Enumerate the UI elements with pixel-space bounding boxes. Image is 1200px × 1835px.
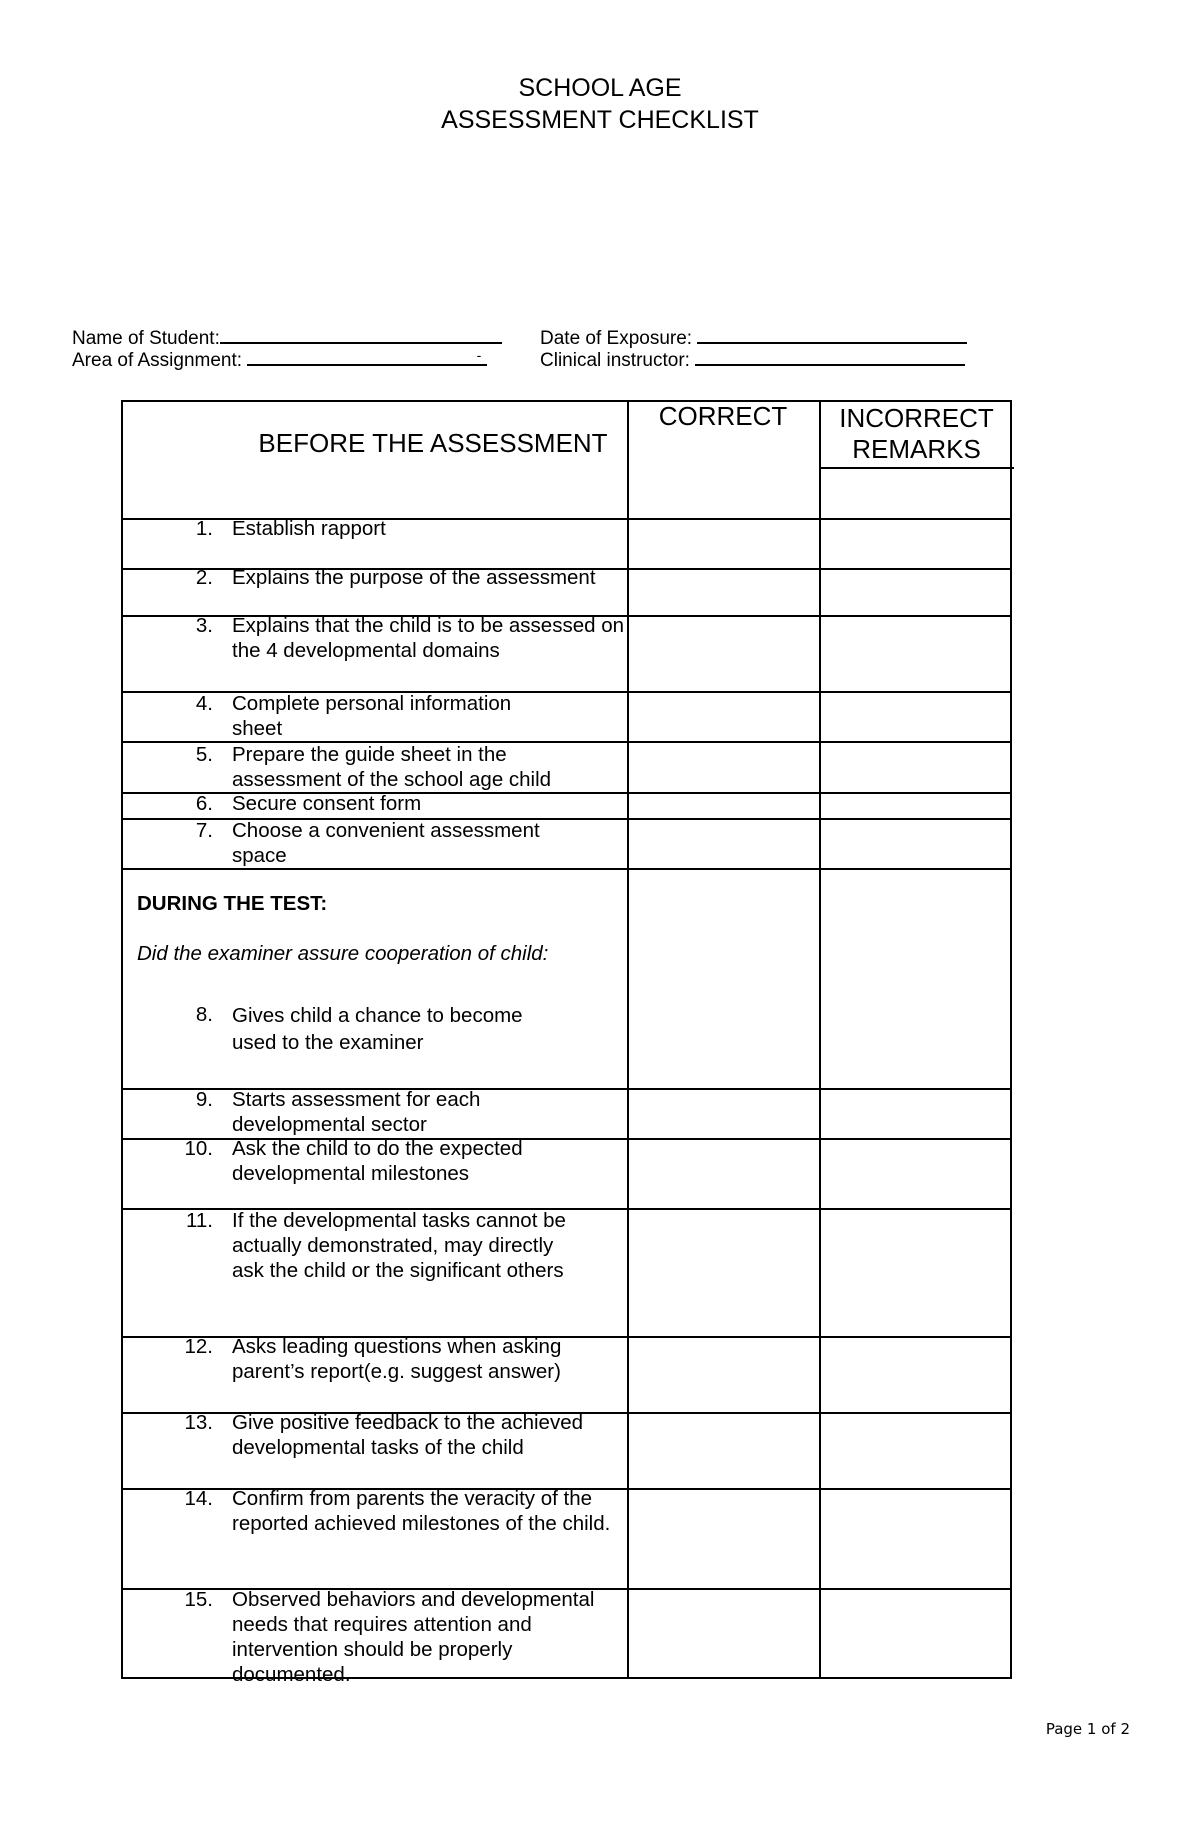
item-text: Establish rapport	[232, 517, 386, 540]
assessment-table	[121, 400, 1012, 1686]
item-number: 13.	[184, 1411, 213, 1434]
item-number: 2.	[195, 566, 213, 589]
item-number: 3.	[195, 614, 213, 637]
item-number: 15.	[184, 1588, 213, 1611]
item-number: 10.	[184, 1137, 213, 1160]
exposure-date-label: Date of Exposure:	[540, 328, 693, 349]
header-incorrect	[819, 403, 1014, 465]
item-text: Ask the child to do the expected developmental milestones	[232, 1137, 523, 1185]
item-number: 12.	[184, 1335, 213, 1358]
header-before-assessment: BEFORE THE ASSESSMENT	[258, 428, 608, 458]
row-divider	[123, 868, 1010, 870]
item-text: Explains that the child is to be assessed on the 4 developmental domains	[232, 614, 625, 662]
item-number: 8.	[195, 1003, 213, 1026]
item-number: 7.	[195, 819, 213, 842]
student-name-blank[interactable]	[220, 326, 502, 344]
item-text: Secure consent form	[232, 792, 422, 815]
exposure-date-blank[interactable]	[697, 326, 967, 344]
student-name-field[interactable]	[72, 326, 502, 350]
item-number: 9.	[195, 1088, 213, 1111]
exposure-date-field[interactable]	[540, 326, 967, 350]
student-name-label: Name of Student:	[72, 328, 220, 349]
during-test-question: Did the examiner assure cooperation of child:	[137, 942, 549, 965]
item-number: 4.	[195, 692, 213, 715]
item-text: Explains the purpose of the assessment	[232, 566, 596, 589]
item-number: 14.	[184, 1487, 213, 1510]
item-text: Observed behaviors and developmental needs that requires attention and intervention should be properly documented.	[232, 1588, 595, 1686]
item-text: Confirm from parents the veracity of the reported achieved milestones of the child.	[232, 1487, 611, 1535]
assignment-area-mark: -	[476, 347, 482, 363]
item-text: Choose a convenient assessment space	[232, 819, 540, 867]
item-text: If the developmental tasks cannot be actually demonstrated, may directly ask the child or the significant others	[232, 1209, 566, 1282]
item-number: 6.	[195, 792, 213, 815]
item-number: 11.	[186, 1209, 213, 1232]
document-title	[0, 72, 1200, 136]
item-number: 1.	[195, 517, 213, 540]
header-correct: CORRECT	[658, 401, 788, 431]
column-divider-incorrect	[819, 402, 821, 1677]
clinical-instructor-label: Clinical instructor:	[540, 350, 690, 371]
page-number: Page 1 of 2	[1045, 1720, 1130, 1738]
item-text: Asks leading questions when asking parent’s report(e.g. suggest answer)	[232, 1335, 562, 1383]
remarks-header-underline	[819, 467, 1014, 469]
header-remarks-label: REMARKS	[852, 434, 981, 464]
title-line-2: ASSESSMENT CHECKLIST	[441, 106, 759, 134]
during-test-heading: DURING THE TEST:	[137, 892, 328, 915]
assignment-area-label: Area of Assignment:	[72, 350, 243, 371]
header-incorrect-label: INCORRECT	[839, 403, 994, 433]
item-text: Gives child a chance to become used to the examiner	[232, 1004, 523, 1054]
item-text: Starts assessment for each developmental sector	[232, 1088, 481, 1136]
item-text: Give positive feedback to the achieved developmental tasks of the child	[232, 1411, 583, 1459]
clinical-instructor-field[interactable]	[540, 348, 965, 372]
clinical-instructor-blank[interactable]	[695, 348, 965, 366]
title-line-1: SCHOOL AGE	[518, 74, 682, 102]
item-text: Complete personal information sheet	[232, 692, 512, 740]
item-text: Prepare the guide sheet in the assessment of the school age child	[232, 743, 552, 791]
assignment-area-field[interactable]	[72, 348, 487, 372]
item-number: 5.	[195, 743, 213, 766]
assignment-area-blank[interactable]	[247, 348, 487, 366]
